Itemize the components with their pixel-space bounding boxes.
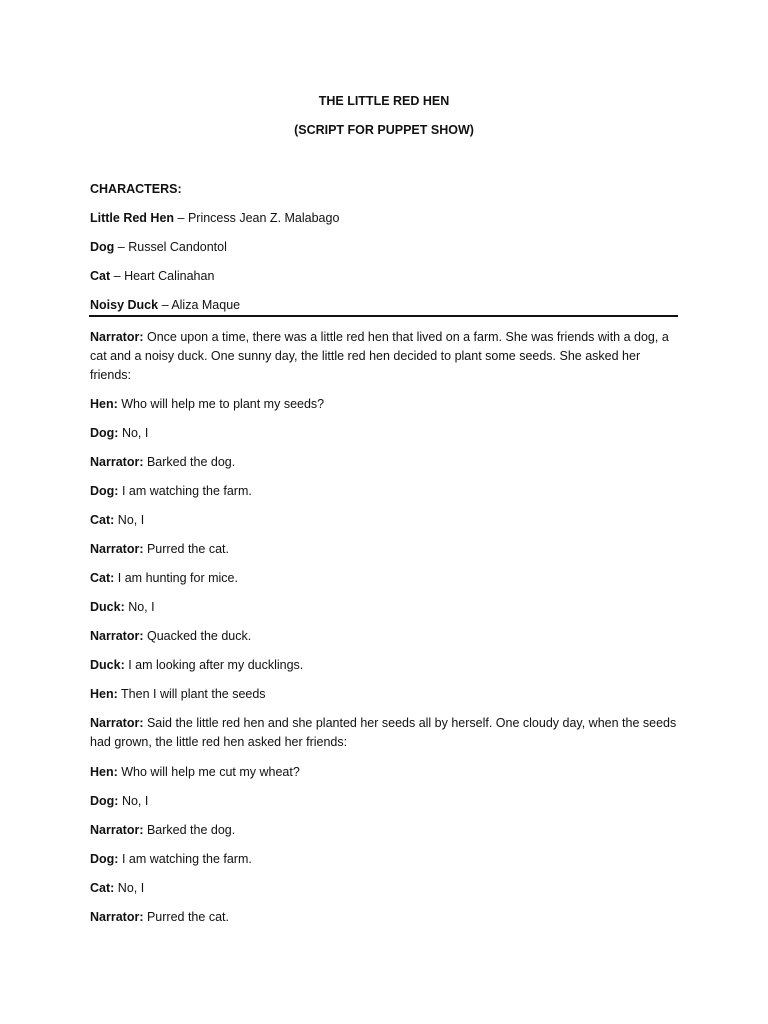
character-actor: Aliza Maque xyxy=(171,298,241,312)
dialogue: Once upon a time, there was a little red hen that lived on a farm. She was friends with a dog, a cat and a noisy duck. One sunny day, the little red hen decided to plant some seeds. She asked her friends: xyxy=(90,330,669,382)
script-line xyxy=(90,453,680,472)
character-role: Cat xyxy=(90,269,111,283)
speaker: Dog: xyxy=(90,852,119,866)
character-separator: – xyxy=(114,240,129,254)
speaker: Duck: xyxy=(90,600,125,614)
dialogue: Purred the cat. xyxy=(143,910,229,924)
speaker: Hen: xyxy=(90,765,118,779)
dialogue: Who will help me to plant my seeds? xyxy=(117,397,325,411)
character-actor: Heart Calinahan xyxy=(124,269,215,283)
script-line xyxy=(90,792,680,811)
script-subtitle: (SCRIPT FOR PUPPET SHOW) xyxy=(294,123,474,137)
dialogue: I am looking after my ducklings. xyxy=(124,658,304,672)
character-entry xyxy=(90,238,680,257)
script-line xyxy=(90,850,680,869)
dialogue: No, I xyxy=(114,513,145,527)
speaker: Cat: xyxy=(90,571,115,585)
script-line xyxy=(90,424,680,443)
character-entry xyxy=(90,296,680,315)
script-line xyxy=(90,656,680,675)
dialogue: I am watching the farm. xyxy=(118,852,252,866)
character-separator: – xyxy=(174,211,188,225)
character-entry xyxy=(90,209,680,228)
speaker: Narrator: xyxy=(90,542,144,556)
dialogue: Quacked the duck. xyxy=(143,629,252,643)
speaker: Narrator: xyxy=(90,629,144,643)
dialogue: No, I xyxy=(114,881,145,895)
speaker: Dog: xyxy=(90,794,119,808)
script-line xyxy=(90,395,680,414)
section-divider xyxy=(89,315,678,317)
character-entry xyxy=(90,267,680,286)
script-line xyxy=(90,627,680,646)
dialogue: Barked the dog. xyxy=(143,455,236,469)
dialogue: Who will help me cut my wheat? xyxy=(117,765,300,779)
speaker: Cat: xyxy=(90,513,115,527)
script-line xyxy=(90,763,680,782)
script-line xyxy=(90,569,680,588)
script-line xyxy=(90,879,680,898)
script-line xyxy=(90,685,680,704)
character-actor: Princess Jean Z. Malabago xyxy=(187,211,340,225)
dialogue: I am hunting for mice. xyxy=(114,571,238,585)
script-line xyxy=(90,482,680,501)
script-line xyxy=(90,714,680,752)
dialogue: No, I xyxy=(124,600,155,614)
character-role: Dog xyxy=(90,240,115,254)
character-role: Noisy Duck xyxy=(90,298,159,312)
dialogue: I am watching the farm. xyxy=(118,484,252,498)
script-line xyxy=(90,821,680,840)
character-separator: – xyxy=(158,298,172,312)
dialogue: Barked the dog. xyxy=(143,823,236,837)
speaker: Narrator: xyxy=(90,330,144,344)
speaker: Hen: xyxy=(90,397,118,411)
speaker: Narrator: xyxy=(90,910,144,924)
speaker: Narrator: xyxy=(90,455,144,469)
script-title: THE LITTLE RED HEN xyxy=(318,94,450,108)
speaker: Dog: xyxy=(90,484,119,498)
speaker: Narrator: xyxy=(90,823,144,837)
character-role: Little Red Hen xyxy=(90,211,175,225)
dialogue: Said the little red hen and she planted her seeds all by herself. One cloudy day, when the seeds had grown, the little red hen asked her friends: xyxy=(90,716,677,749)
speaker: Hen: xyxy=(90,687,118,701)
script-line xyxy=(90,511,680,530)
speaker: Cat: xyxy=(90,881,115,895)
dialogue: No, I xyxy=(118,426,149,440)
dialogue: Then I will plant the seeds xyxy=(117,687,266,701)
script-line xyxy=(90,328,680,385)
script-line xyxy=(90,908,680,927)
script-line xyxy=(90,598,680,617)
script-line xyxy=(90,540,680,559)
speaker: Dog: xyxy=(90,426,119,440)
character-actor: Russel Candontol xyxy=(128,240,227,254)
speaker: Narrator: xyxy=(90,716,144,730)
dialogue: No, I xyxy=(118,794,149,808)
characters-heading: CHARACTERS: xyxy=(90,182,182,196)
speaker: Duck: xyxy=(90,658,125,672)
character-separator: – xyxy=(110,269,125,283)
dialogue: Purred the cat. xyxy=(143,542,229,556)
